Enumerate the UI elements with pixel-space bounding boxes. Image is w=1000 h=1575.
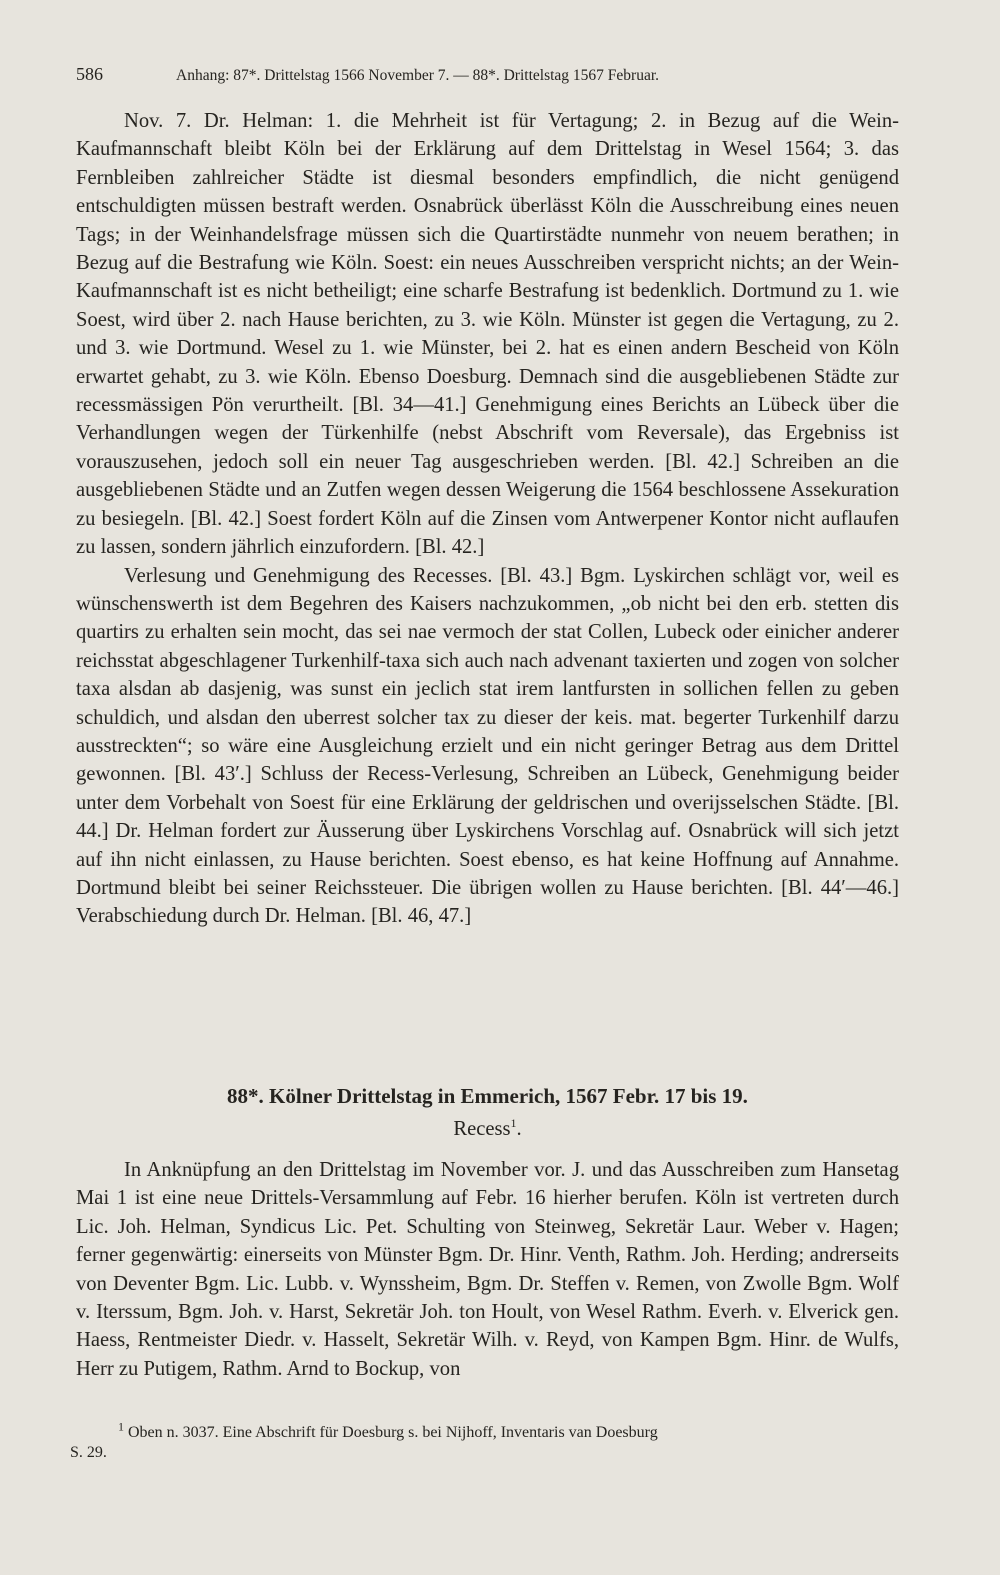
page-number: 586 <box>76 64 103 84</box>
section-88-body <box>76 1156 899 1383</box>
footnote-continuation: S. 29. <box>70 1444 107 1461</box>
footnote-reference: 1 <box>510 1116 517 1131</box>
section-heading: 88*. Kölner Drittelstag in Emmerich, 1567 Febr. 17 bis 19. <box>227 1084 748 1108</box>
section-subheading: Recess$^1$. <box>453 1116 522 1140</box>
paragraph: In Anknüpfung an den Drittelstag im November vor. J. und das Ausschreiben zum Hansetag Mai 1 ist eine neue Drittels-Versammlung auf Febr. 16 hierher berufen. Köln ist vertreten durch Lic. Joh. Helman, Syndicus Lic. Pet. Schulting von Steinweg, Sekretär Laur. Weber v. Hagen; ferner gegenwärtig: einerseits von Münster Bgm. Dr. Hinr. Venth, Rathm. Joh. Herding; andrerseits von Deventer Bgm. Lic. Lubb. v. Wynssheim, Bgm. Dr. Steffen v. Remen, von Zwolle Bgm. Wolf v. Iterssum, Bgm. Joh. v. Harst, Sekretär Joh. ton Hoult, von Wesel Rathm. Everh. v. Elverick gen. Haess, Rentmeister Diedr. v. Hasselt, Sekretär Wilh. v. Reyd, von Kampen Bgm. Hinr. de Wulfs, Herr zu Putigem, Rathm. Arnd to Bockup, von <box>76 1159 899 1380</box>
running-title: Anhang: 87*. Drittelstag 1566 November 7. — 88*. Drittelstag 1567 Februar. <box>176 67 660 84</box>
footnote-marker: 1 <box>118 1419 124 1434</box>
footnote-body: Oben n. 3037. Eine Abschrift für Doesburg s. bei Nijhoff, Inventaris van Doesburg <box>128 1424 658 1441</box>
footnote <box>70 1419 900 1463</box>
footnote-text <box>70 1419 900 1443</box>
subheading-text: Recess <box>453 1118 511 1140</box>
paragraph: Nov. 7. Dr. Helman: 1. die Mehrheit ist für Vertagung; 2. in Bezug auf die Wein-Kaufmannschaft bleibt Köln bei der Erklärung auf dem Drittelstag in Wesel 1564; 3. das Fernbleiben zahlreicher Städte ist diesmal besonders empfindlich, die nicht genügend entschuldigten müssen bestraft werden. Osnabrück überlässt Köln die Ausschreibung eines neuen Tags; in der Weinhandelsfrage müssen sich die Quartirstädte nunmehr von neuem berathen; in Bezug auf die Bestrafung wie Köln. Soest: ein neues Ausschreiben verspricht nichts; an der Wein-Kaufmannschaft ist es nicht betheiligt; eine scharfe Bestrafung ist bedenklich. Dortmund zu 1. wie Soest, wird über 2. nach Hause berichten, zu 3. wie Köln. Münster ist gegen die Vertagung, zu 2. und 3. wie Dortmund. Wesel zu 1. wie Münster, bei 2. hat es einen andern Bescheid von Köln erwartet gehabt, zu 3. wie Köln. Ebenso Doesburg. Demnach sind die ausgebliebenen Städte zur recessmässigen Pön verurtheilt. [Bl. 34—41.] Genehmigung eines Berichts an Lübeck über die Verhandlungen wegen der Türkenhilfe (nebst Abschrift vom Reversale), das Ergebniss ist vorauszusehen, jedoch soll ein neuer Tag ausgeschrieben werden. [Bl. 42.] Schreiben an die ausgebliebenen Städte und an Zutfen wegen dessen Weigerung die 1564 beschlossene Assekuration zu besiegeln. [Bl. 42.] Soest fordert Köln auf die Zinsen vom Antwerpener Kontor nicht auflaufen zu lassen, sondern jährlich einzufordern. [Bl. 42.] <box>76 110 899 559</box>
running-head <box>76 60 901 90</box>
paragraph: Verlesung und Genehmigung des Recesses. [Bl. 43.] Bgm. Lyskirchen schlägt vor, weil es wünschenswerth ist dem Begehren des Kaisers nachzukommen, „ob nicht bei den erb. stetten dis quartirs zu erhalten sein mocht, das sei nae vermoch der stat Collen, Lubeck oder einicher anderer reichsstat abgeschlagener Turkenhilf-taxa sich auch nach advenant taxierten und zogen von solcher taxa alsdan ab dasjenig, was sunst ein jeclich stat irem lantfursten in sollichen fellen zu geben schuldich, und alsdan den uberrest solcher tax zu dieser der keis. mat. begerter Turkenhilf darzu ausstreckten“; so wäre eine Ausgleichung erzielt und ein nicht geringer Betrag aus dem Drittel gewonnen. [Bl. 43′.] Schluss der Recess-Verlesung, Schreiben an Lübeck, Genehmigung beider unter dem Vorbehalt von Soest für eine Erklärung der geldrischen und overijsselschen Städte. [Bl. 44.] Dr. Helman fordert zur Äusserung über Lyskirchens Vorschlag auf. Osnabrück will sich jetzt auf ihn nicht einlassen, zu Hause berichten. Soest ebenso, es hat keine Hoffnung auf Annahme. Dortmund bleibt bei seiner Reichssteuer. Die übrigen wollen zu Hause berichten. [Bl. 44′—46.] Verabschiedung durch Dr. Helman. [Bl. 46, 47.] <box>76 564 899 928</box>
section-87-body <box>76 107 899 931</box>
